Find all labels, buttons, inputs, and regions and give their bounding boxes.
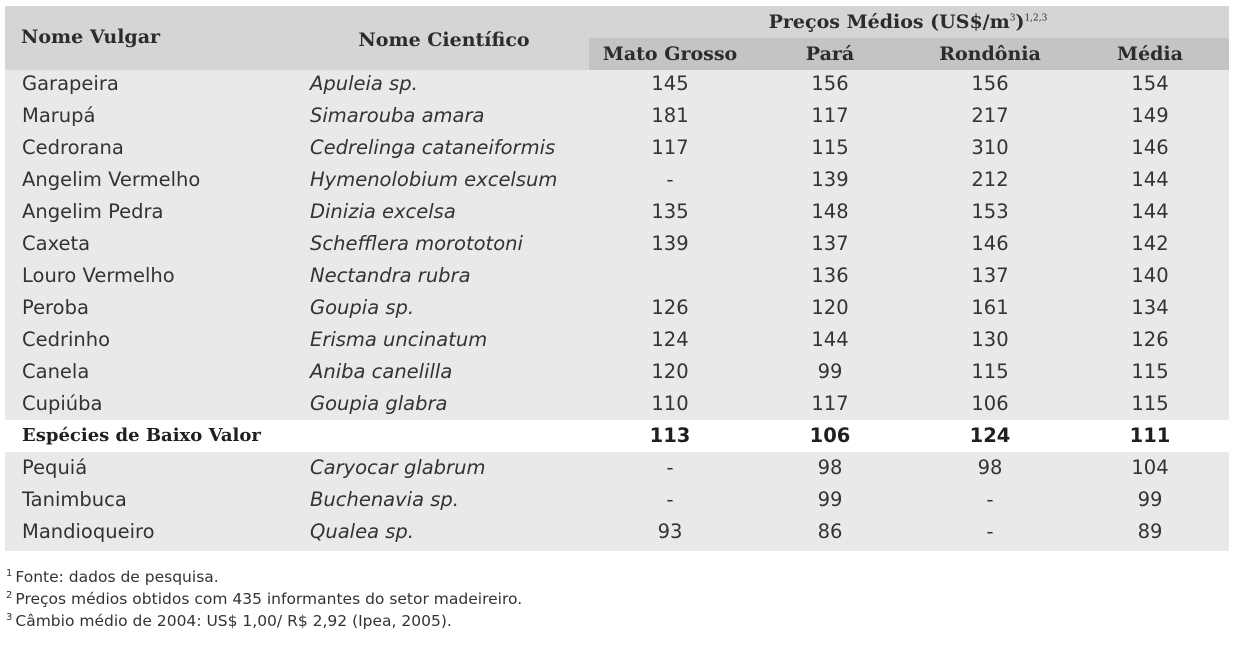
cell-mato-grosso: -	[666, 456, 674, 479]
footnote-text: Câmbio médio de 2004: US$ 1,00/ R$ 2,92 (Ipea, 2005).	[15, 612, 452, 630]
cell-nome-cientifico: Hymenolobium excelsum	[310, 168, 558, 191]
footnote-text: Fonte: dados de pesquisa.	[15, 568, 219, 586]
cell-nome-vulgar: Cupiúba	[22, 392, 103, 415]
cell-rondonia: 98	[977, 456, 1003, 479]
footnotes	[6, 566, 522, 632]
footnote-mark: 3	[6, 611, 13, 623]
header-mato-grosso: Mato Grosso	[602, 43, 738, 65]
cell-mato-grosso: 110	[651, 392, 689, 415]
table-row	[5, 100, 1229, 132]
cell-media: 144	[1131, 200, 1169, 223]
cell-mato-grosso: -	[666, 168, 674, 191]
cell-media: 104	[1131, 456, 1169, 479]
cell-mato-grosso: 93	[657, 520, 683, 543]
header-unit-superscript: 3	[1009, 13, 1016, 24]
cell-rondonia: 156	[971, 72, 1009, 95]
cell-media: 126	[1131, 328, 1169, 351]
header-precos-medios-label: Preços Médios (US$/m	[768, 11, 1010, 33]
footnote	[6, 566, 522, 588]
table-row	[5, 228, 1229, 260]
footnote	[6, 610, 522, 632]
cell-nome-cientifico: Caryocar glabrum	[310, 456, 486, 479]
cell-mato-grosso: 120	[651, 360, 689, 383]
table-row	[5, 68, 1229, 100]
cell-nome-vulgar: Caxeta	[22, 232, 91, 255]
cell-media: 149	[1131, 104, 1169, 127]
cell-para: 136	[811, 264, 849, 287]
table-row	[5, 292, 1229, 324]
header-nome-cientifico: Nome Científico	[358, 29, 530, 51]
table-row	[5, 356, 1229, 388]
cell-mato-grosso: 113	[649, 424, 691, 447]
table-row	[5, 132, 1229, 164]
cell-media: 89	[1137, 520, 1163, 543]
cell-nome-vulgar: Garapeira	[22, 72, 119, 95]
cell-nome-cientifico: Aniba canelilla	[310, 360, 453, 383]
table-row	[5, 260, 1229, 292]
footnote-text: Preços médios obtidos com 435 informantes do setor madeireiro.	[15, 590, 523, 608]
cell-rondonia: 106	[971, 392, 1009, 415]
cell-nome-vulgar: Cedrinho	[22, 328, 111, 351]
cell-rondonia: 115	[971, 360, 1009, 383]
cell-rondonia: 153	[971, 200, 1009, 223]
cell-mato-grosso: 181	[651, 104, 689, 127]
cell-rondonia: -	[986, 488, 994, 511]
cell-rondonia: 217	[971, 104, 1009, 127]
cell-nome-vulgar: Peroba	[22, 296, 89, 319]
cell-nome-vulgar: Angelim Vermelho	[22, 168, 201, 191]
cell-rondonia: 130	[971, 328, 1009, 351]
cell-rondonia: 212	[971, 168, 1009, 191]
cell-media: 144	[1131, 168, 1169, 191]
cell-nome-vulgar: Marupá	[22, 104, 96, 127]
cell-media: 140	[1131, 264, 1169, 287]
cell-nome-cientifico: Erisma uncinatum	[310, 328, 488, 351]
cell-para: 139	[811, 168, 849, 191]
table-row	[5, 452, 1229, 484]
table-row	[5, 388, 1229, 420]
table-row	[5, 484, 1229, 516]
cell-para: 156	[811, 72, 849, 95]
table-body	[5, 68, 1229, 548]
header-precos-medios-close: )	[1015, 11, 1025, 33]
header-notes-superscript: 1,2,3	[1024, 13, 1048, 24]
cell-para: 115	[811, 136, 849, 159]
cell-para: 137	[811, 232, 849, 255]
cell-media: 99	[1137, 488, 1163, 511]
cell-para: 117	[811, 392, 849, 415]
cell-media: 154	[1131, 72, 1169, 95]
footnote	[6, 588, 522, 610]
cell-nome-vulgar: Cedrorana	[22, 136, 124, 159]
cell-nome-cientifico: Apuleia sp.	[310, 72, 418, 95]
cell-para: 98	[817, 456, 843, 479]
cell-nome-vulgar: Mandioqueiro	[22, 520, 155, 543]
cell-nome-cientifico: Qualea sp.	[310, 520, 414, 543]
cell-media: 115	[1131, 392, 1169, 415]
header-media: Média	[1117, 43, 1183, 65]
cell-para: 148	[811, 200, 849, 223]
cell-nome-cientifico: Nectandra rubra	[310, 264, 471, 287]
cell-nome-cientifico: Schefflera morototoni	[310, 232, 523, 255]
cell-nome-vulgar: Espécies de Baixo Valor	[22, 425, 261, 446]
cell-media: 146	[1131, 136, 1169, 159]
header-nome-vulgar: Nome Vulgar	[21, 26, 161, 48]
cell-para: 144	[811, 328, 849, 351]
header-precos-medios	[769, 10, 1048, 34]
cell-mato-grosso: 135	[651, 200, 689, 223]
footnote-mark: 1	[6, 567, 13, 579]
cell-para: 86	[817, 520, 843, 543]
cell-nome-cientifico: Cedrelinga cataneiformis	[310, 136, 556, 159]
cell-mato-grosso: -	[666, 488, 674, 511]
header-rondonia: Rondônia	[939, 43, 1041, 65]
cell-rondonia: 161	[971, 296, 1009, 319]
cell-mato-grosso: 145	[651, 72, 689, 95]
cell-nome-cientifico: Simarouba amara	[310, 104, 485, 127]
table-row	[5, 516, 1229, 548]
cell-mato-grosso: 139	[651, 232, 689, 255]
table-row	[5, 324, 1229, 356]
cell-mato-grosso: 126	[651, 296, 689, 319]
cell-para: 117	[811, 104, 849, 127]
cell-nome-vulgar: Canela	[22, 360, 90, 383]
cell-rondonia: 310	[971, 136, 1009, 159]
cell-para: 106	[809, 424, 851, 447]
cell-mato-grosso: 124	[651, 328, 689, 351]
footnote-mark: 2	[6, 589, 13, 601]
cell-media: 111	[1129, 424, 1171, 447]
cell-media: 142	[1131, 232, 1169, 255]
cell-media: 115	[1131, 360, 1169, 383]
cell-nome-cientifico: Dinizia excelsa	[310, 200, 456, 223]
cell-nome-vulgar: Angelim Pedra	[22, 200, 164, 223]
cell-rondonia: -	[986, 520, 994, 543]
cell-mato-grosso: 117	[651, 136, 689, 159]
cell-para: 120	[811, 296, 849, 319]
cell-rondonia: 137	[971, 264, 1009, 287]
table-row	[5, 164, 1229, 196]
cell-media: 134	[1131, 296, 1169, 319]
cell-para: 99	[817, 360, 843, 383]
cell-nome-vulgar: Louro Vermelho	[22, 264, 175, 287]
cell-nome-cientifico: Buchenavia sp.	[310, 488, 459, 511]
cell-para: 99	[817, 488, 843, 511]
header-para: Pará	[805, 43, 855, 65]
table-row	[5, 196, 1229, 228]
cell-rondonia: 146	[971, 232, 1009, 255]
table-row-summary	[5, 420, 1229, 452]
cell-nome-cientifico: Goupia sp.	[310, 296, 415, 319]
cell-nome-cientifico: Goupia glabra	[310, 392, 448, 415]
cell-nome-vulgar: Tanimbuca	[22, 488, 127, 511]
cell-nome-vulgar: Pequiá	[22, 456, 88, 479]
cell-rondonia: 124	[969, 424, 1011, 447]
